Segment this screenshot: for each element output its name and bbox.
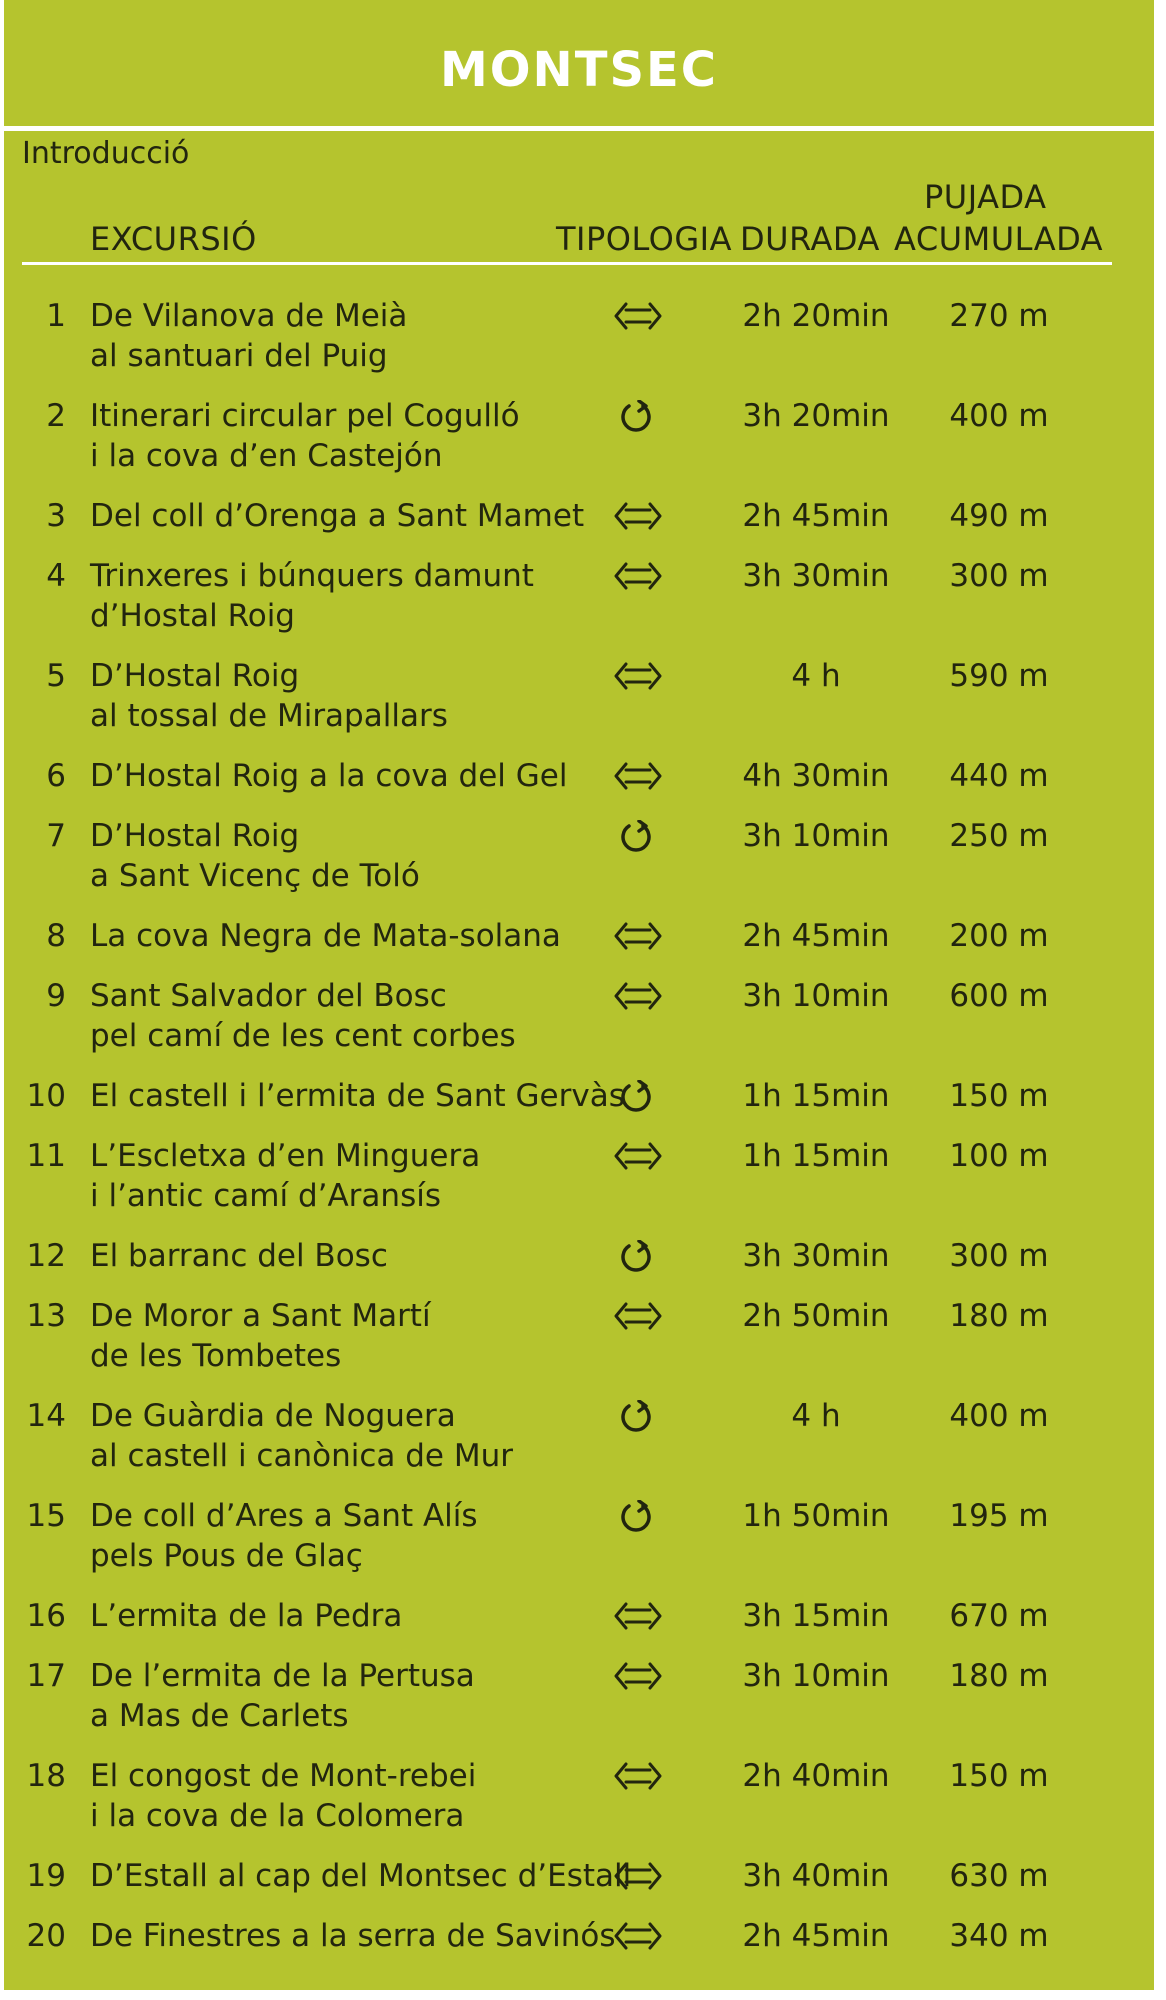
table-row [4, 976, 1154, 1056]
double-headed-arrow-icon [612, 1600, 664, 1632]
duration-value: 1h 15min [742, 1078, 890, 1114]
table-row [4, 1136, 1154, 1216]
excursion-name-line: Itinerari circular pel Cogulló [90, 398, 520, 434]
excursion-table [4, 0, 1154, 1990]
elevation-gain-value: 630 m [949, 1858, 1049, 1894]
duration-value: 2h 20min [742, 298, 890, 334]
table-row [4, 1496, 1154, 1576]
row-number: 20 [26, 1918, 66, 1954]
excursion-name [90, 916, 610, 956]
duration-value: 2h 50min [742, 1298, 890, 1334]
page-title: MONTSEC [439, 42, 719, 98]
excursion-name [90, 1396, 610, 1476]
row-number: 16 [26, 1598, 66, 1634]
elevation-gain-value: 600 m [949, 978, 1049, 1014]
duration-value: 3h 10min [742, 978, 890, 1014]
double-headed-arrow-icon [612, 1860, 664, 1892]
elevation-gain-value: 300 m [949, 558, 1049, 594]
excursion-name [90, 1296, 610, 1376]
elevation-gain-value: 270 m [949, 298, 1049, 334]
row-number: 2 [46, 398, 66, 434]
duration-value: 2h 45min [742, 498, 890, 534]
table-row [4, 556, 1154, 636]
row-number: 1 [46, 298, 66, 334]
elevation-gain-value: 300 m [949, 1238, 1049, 1274]
excursion-name-line: a Mas de Carlets [90, 1698, 349, 1734]
excursion-name-line: a Sant Vicenç de Toló [90, 858, 420, 894]
table-row [4, 1076, 1154, 1116]
double-headed-arrow-icon [612, 920, 664, 952]
table-row [4, 656, 1154, 736]
excursion-name-line: De Finestres a la serra de Savinós [90, 1918, 616, 1954]
excursion-name-line: El castell i l’ermita de Sant Gervàs [90, 1078, 625, 1114]
excursion-name-line: i la cova d’en Castejón [90, 438, 443, 474]
row-number: 13 [26, 1298, 66, 1334]
elevation-gain-value: 400 m [949, 398, 1049, 434]
double-headed-arrow-icon [612, 660, 664, 692]
excursion-name-line: De l’ermita de la Pertusa [90, 1658, 475, 1694]
double-headed-arrow-icon [612, 500, 664, 532]
excursion-name-line: D’Hostal Roig a la cova del Gel [90, 758, 568, 794]
table-row [4, 1396, 1154, 1476]
table-row [4, 396, 1154, 476]
excursion-name-line: De coll d’Ares a Sant Alís [90, 1498, 478, 1534]
elevation-gain-value: 400 m [949, 1398, 1049, 1434]
excursion-name-line: L’ermita de la Pedra [90, 1598, 403, 1634]
excursion-name-line: D’Estall al cap del Montsec d’Estall [90, 1858, 632, 1894]
excursion-name [90, 1236, 610, 1276]
elevation-gain-value: 180 m [949, 1658, 1049, 1694]
elevation-gain-value: 590 m [949, 658, 1049, 694]
excursion-name [90, 496, 610, 536]
header-pujada: PUJADA [924, 178, 1047, 216]
circular-arrow-icon [612, 820, 664, 852]
intro-label: Introducció [22, 136, 190, 171]
table-row [4, 1856, 1154, 1896]
duration-value: 4h 30min [742, 758, 890, 794]
double-headed-arrow-icon [612, 560, 664, 592]
excursion-name-line: pel camí de les cent corbes [90, 1018, 516, 1054]
elevation-gain-value: 670 m [949, 1598, 1049, 1634]
table-row [4, 1756, 1154, 1836]
excursion-name [90, 816, 610, 896]
header-tipologia: TIPOLOGIA [556, 220, 732, 258]
duration-value: 2h 40min [742, 1758, 890, 1794]
excursion-name-line: De Guàrdia de Noguera [90, 1398, 456, 1434]
excursion-name-line: al santuari del Puig [90, 338, 388, 374]
duration-value: 3h 20min [742, 398, 890, 434]
excursion-name [90, 756, 610, 796]
table-row [4, 1236, 1154, 1276]
row-number: 10 [26, 1078, 66, 1114]
duration-value: 3h 30min [742, 558, 890, 594]
excursion-name-line: i l’antic camí d’Aransís [90, 1178, 441, 1214]
excursion-name-line: d’Hostal Roig [90, 598, 295, 634]
excursion-name [90, 296, 610, 376]
excursion-name-line: de les Tombetes [90, 1338, 342, 1374]
excursion-name-line: El congost de Mont-rebei [90, 1758, 477, 1794]
elevation-gain-value: 340 m [949, 1918, 1049, 1954]
row-number: 11 [26, 1138, 66, 1174]
excursion-name [90, 1856, 632, 1896]
excursion-name-line: D’Hostal Roig [90, 818, 300, 854]
row-number: 3 [46, 498, 66, 534]
excursion-name [90, 1136, 610, 1216]
table-row [4, 296, 1154, 376]
header-durada: DURADA [740, 220, 880, 258]
circular-arrow-icon [612, 1500, 664, 1532]
row-number: 6 [46, 758, 66, 794]
double-headed-arrow-icon [612, 760, 664, 792]
duration-value: 1h 50min [742, 1498, 890, 1534]
duration-value: 3h 10min [742, 1658, 890, 1694]
duration-value: 4 h [791, 1398, 841, 1434]
excursion-name-line: La cova Negra de Mata-solana [90, 918, 561, 954]
double-headed-arrow-icon [612, 1660, 664, 1692]
excursion-name-line: De Moror a Sant Martí [90, 1298, 431, 1334]
row-number: 8 [46, 918, 66, 954]
double-headed-arrow-icon [612, 980, 664, 1012]
duration-value: 1h 15min [742, 1138, 890, 1174]
excursion-name [90, 656, 610, 736]
table-row [4, 1916, 1154, 1956]
excursion-name [90, 1496, 610, 1576]
row-number: 5 [46, 658, 66, 694]
excursion-name-line: al tossal de Mirapallars [90, 698, 448, 734]
row-number: 17 [26, 1658, 66, 1694]
duration-value: 3h 15min [742, 1598, 890, 1634]
duration-value: 3h 40min [742, 1858, 890, 1894]
duration-value: 2h 45min [742, 1918, 890, 1954]
elevation-gain-value: 195 m [949, 1498, 1049, 1534]
elevation-gain-value: 200 m [949, 918, 1049, 954]
table-row [4, 1296, 1154, 1376]
excursion-name [90, 976, 610, 1056]
row-number: 18 [26, 1758, 66, 1794]
excursion-name-line: Sant Salvador del Bosc [90, 978, 447, 1014]
header-acumulada: ACUMULADA [894, 220, 1104, 258]
elevation-gain-value: 250 m [949, 818, 1049, 854]
circular-arrow-icon [612, 400, 664, 432]
duration-value: 4 h [791, 658, 841, 694]
elevation-gain-value: 150 m [949, 1758, 1049, 1794]
duration-value: 3h 30min [742, 1238, 890, 1274]
excursion-name [90, 556, 610, 636]
table-row [4, 1596, 1154, 1636]
elevation-gain-value: 100 m [949, 1138, 1049, 1174]
excursion-name-line: El barranc del Bosc [90, 1238, 388, 1274]
excursion-name [90, 1596, 610, 1636]
excursion-name [90, 1076, 625, 1116]
double-headed-arrow-icon [612, 1300, 664, 1332]
duration-value: 3h 10min [742, 818, 890, 854]
excursion-name [90, 1916, 616, 1956]
row-number: 9 [46, 978, 66, 1014]
double-headed-arrow-icon [612, 1920, 664, 1952]
excursion-name [90, 396, 610, 476]
excursion-name-line: Del coll d’Orenga a Sant Mamet [90, 498, 585, 534]
excursion-name-line: Trinxeres i búnquers damunt [90, 558, 534, 594]
row-number: 14 [26, 1398, 66, 1434]
table-row [4, 1656, 1154, 1736]
elevation-gain-value: 490 m [949, 498, 1049, 534]
excursion-name-line: i la cova de la Colomera [90, 1798, 465, 1834]
double-headed-arrow-icon [612, 1760, 664, 1792]
row-number: 19 [26, 1858, 66, 1894]
double-headed-arrow-icon [612, 1140, 664, 1172]
table-row [4, 816, 1154, 896]
elevation-gain-value: 180 m [949, 1298, 1049, 1334]
excursion-name-line: L’Escletxa d’en Minguera [90, 1138, 481, 1174]
table-row [4, 756, 1154, 796]
header-excursio: EXCURSIÓ [90, 220, 257, 258]
row-number: 7 [46, 818, 66, 854]
montsec-page [4, 0, 1154, 1990]
row-number: 4 [46, 558, 66, 594]
table-row [4, 496, 1154, 536]
row-number: 12 [26, 1238, 66, 1274]
row-number: 15 [26, 1498, 66, 1534]
circular-arrow-icon [612, 1080, 664, 1112]
table-row [4, 916, 1154, 956]
elevation-gain-value: 440 m [949, 758, 1049, 794]
excursion-name-line: al castell i canònica de Mur [90, 1438, 513, 1474]
elevation-gain-value: 150 m [949, 1078, 1049, 1114]
excursion-name-line: pels Pous de Glaç [90, 1538, 363, 1574]
excursion-name-line: D’Hostal Roig [90, 658, 300, 694]
circular-arrow-icon [612, 1400, 664, 1432]
excursion-name-line: De Vilanova de Meià [90, 298, 408, 334]
excursion-name [90, 1756, 610, 1836]
circular-arrow-icon [612, 1240, 664, 1272]
double-headed-arrow-icon [612, 300, 664, 332]
excursion-name [90, 1656, 610, 1736]
duration-value: 2h 45min [742, 918, 890, 954]
